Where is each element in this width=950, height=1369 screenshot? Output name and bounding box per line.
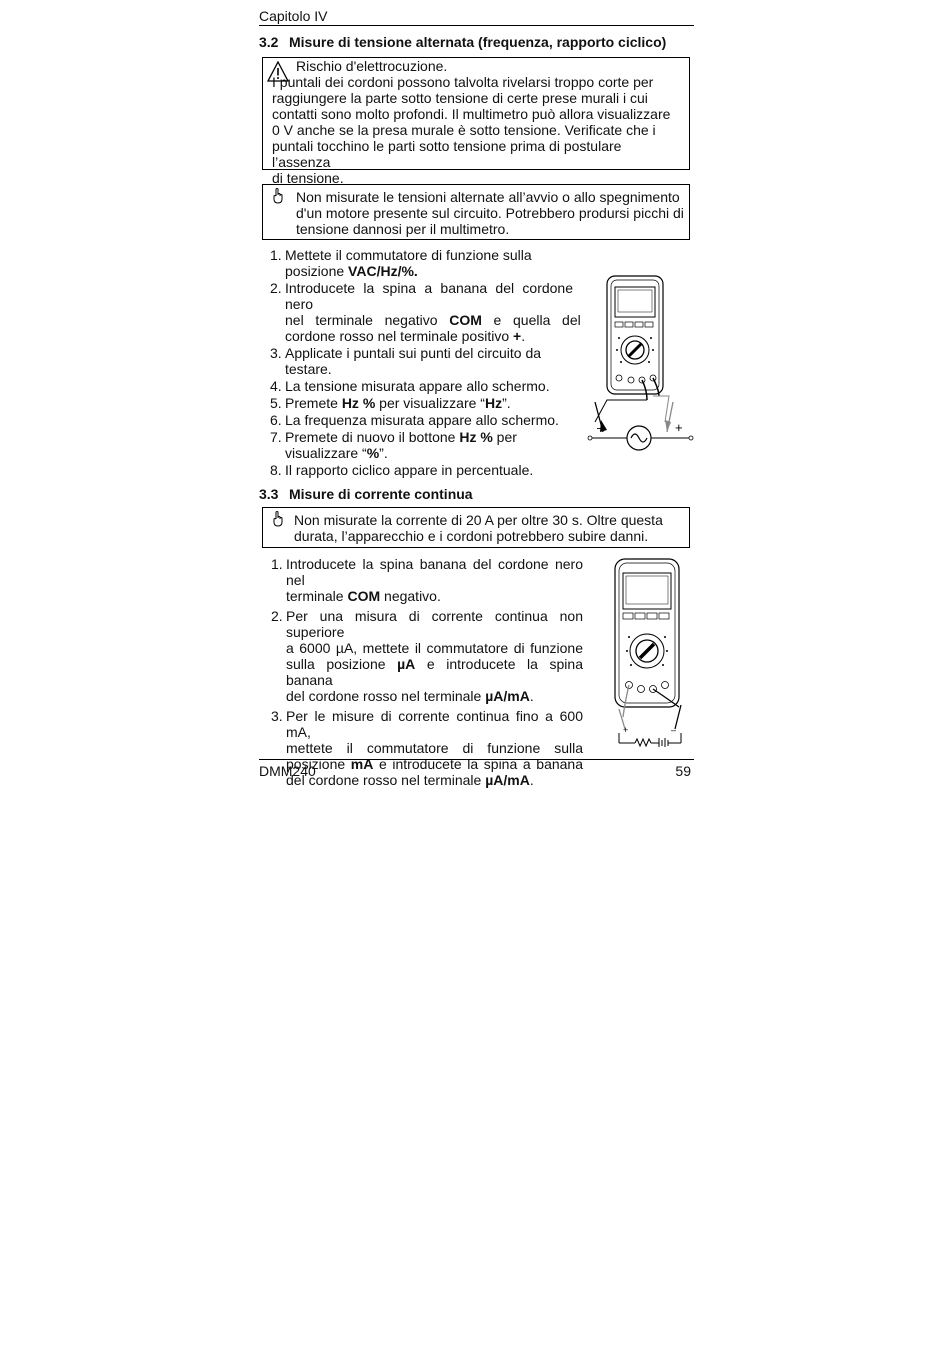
list-item: 2. Per una misura di corrente continua non superiore a 6000 µA, mettete il commutatore di funzione sulla posizione µA e introducete la spina banana del cordone rosso nel terminale µA/mA. xyxy=(271,608,583,704)
list-item: 3. Per le misure di corrente continua fino a 600 mA, mettete il commutatore di funzione sulla posizione mA e introducete la spina a banana del cordone rosso nel terminale µA/mA. xyxy=(271,708,583,788)
ac-voltage-steps xyxy=(270,247,585,478)
motor-note-text: Non misurate le tensioni alternate all’avvio o allo spegnimento d'un motore presente sul circuito. Potrebbero prodursi picchi di tensione dannosi per il multimetro. xyxy=(296,189,684,237)
list-item: 5. Premete Hz % per visualizzare “Hz”. xyxy=(270,395,511,411)
list-item: 4. La tensione misurata appare allo schermo. xyxy=(270,378,550,394)
page-footer xyxy=(259,759,694,779)
plus-label: + xyxy=(623,725,629,735)
battery-symbol xyxy=(659,738,668,747)
list-item: 7. Premete di nuovo il bottone Hz % per visualizzare “%”. xyxy=(270,429,517,461)
list-item: 3. Applicate i puntali sui punti del circuito da testare. xyxy=(270,345,542,377)
list-item: 1. Introducete la spina banana del cordone nero nel terminale COM negativo. xyxy=(271,556,583,604)
plus-label: + xyxy=(675,420,683,435)
warning-first-line: Rischio d'elettrocuzione. xyxy=(296,58,448,74)
pointing-hand-icon xyxy=(271,188,285,204)
list-item: 2. Introducete la spina a banana del cordone nero nel terminale negativo COM e quella del cordone rosso nel terminale positivo +. xyxy=(270,280,581,344)
motor-note-box xyxy=(262,184,690,240)
model-name: DMM240 xyxy=(259,763,316,779)
list-item: 6. La frequenza misurata appare allo schermo. xyxy=(270,412,559,428)
multimeter-ac-figure xyxy=(587,272,695,452)
dc-current-steps xyxy=(271,556,583,788)
chapter-header xyxy=(259,8,694,26)
resistor-symbol xyxy=(635,739,651,746)
current-note-text: Non misurate la corrente di 20 A per oltre 30 s. Oltre questa durata, l’apparecchio e i cordoni potrebbero subire danni. xyxy=(294,512,663,544)
current-note-box xyxy=(262,507,690,548)
multimeter-dc-figure xyxy=(605,557,695,747)
section-3-3-heading: 3.3 Misure di corrente continua xyxy=(259,486,473,502)
pointing-hand-icon xyxy=(271,511,285,527)
section-3-2-heading: 3.2 Misure di tensione alternata (frequenza, rapporto ciclico) xyxy=(259,34,667,50)
minus-label: – xyxy=(597,420,605,435)
list-item: 8. Il rapporto ciclico appare in percentuale. xyxy=(270,462,534,478)
warning-text: I puntali dei cordoni possono talvolta rivelarsi troppo corte per raggiungere la parte sotto tensione di certe prese murali i cui contatti sono molto profondi. Il multimetro può allora visualizzare 0 V anche se la presa murale è sotto tensione. Verificate che i puntali tocchino le parti sotto tensione prima di postulare l’assenza di tensione. xyxy=(272,74,671,186)
minus-label: – xyxy=(671,725,677,735)
electrocution-warning-box xyxy=(262,57,690,186)
page-number: 59 xyxy=(675,763,691,779)
multimeter-body xyxy=(615,559,679,707)
chapter-title: Capitolo IV xyxy=(259,8,328,24)
list-item: 1. Mettete il commutatore di funzione sulla posizione VAC/Hz/%. xyxy=(270,247,532,279)
